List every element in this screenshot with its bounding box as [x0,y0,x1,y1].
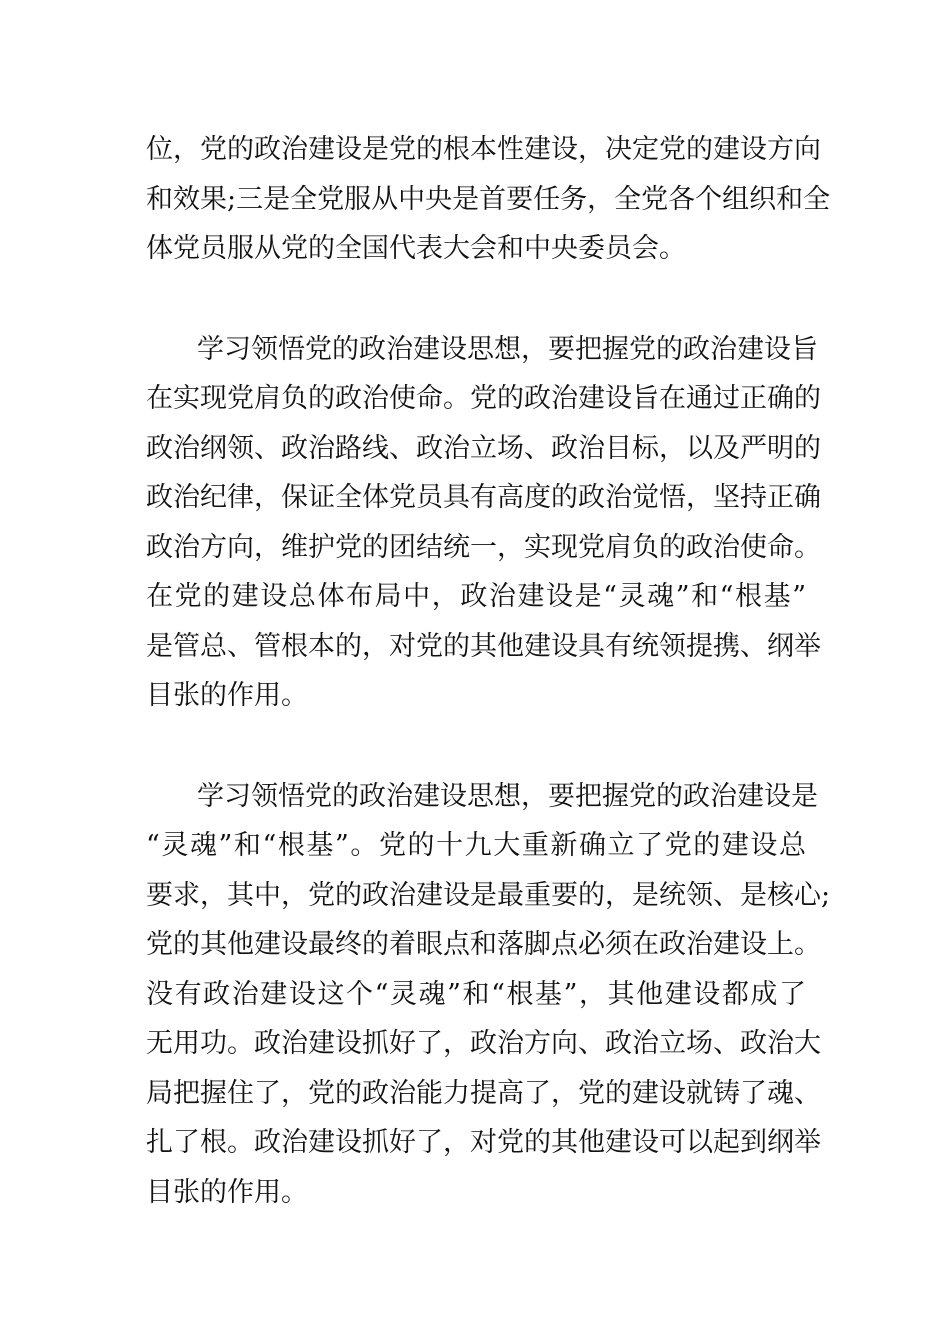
paragraph-line: 无用功。政治建设抓好了，政治方向、政治立场、政治大 [146,1028,821,1059]
paragraph-line: 是管总、管根本的，对党的其他建设具有统领提携、纲举 [146,631,821,662]
paragraph-line: 在实现党肩负的政治使命。党的政治建设旨在通过正确的 [146,383,821,414]
paragraph-line: 要求，其中，党的政治建设是最重要的，是统领、是核心; [146,880,831,911]
paragraph-line: 没有政治建设这个“灵魂”和“根基”，其他建设都成了 [146,979,806,1010]
paragraph-line: 局把握住了，党的政治能力提高了，党的建设就铸了魂、 [146,1078,821,1109]
paragraph-line: 目张的作用。 [146,680,308,711]
paragraph-line: “灵魂”和“根基”。党的十九大重新确立了党的建设总 [146,830,806,861]
paragraph-line: 政治方向，维护党的团结统一，实现党肩负的政治使命。 [146,532,821,563]
paragraph-line: 目张的作用。 [146,1177,308,1208]
paragraph-line: 位，党的政治建设是党的根本性建设，决定党的建设方向 [146,134,821,165]
paragraph-line: 政治纪律，保证全体党员具有高度的政治觉悟，坚持正确 [146,482,821,513]
paragraph-line: 学习领悟党的政治建设思想，要把握党的政治建设是 [197,781,818,812]
paragraph-line: 和效果;三是全党服从中央是首要任务，全党各个组织和全 [146,184,831,215]
paragraph-line: 党的其他建设最终的着眼点和落脚点必须在政治建设上。 [146,929,821,960]
paragraph-line: 政治纲领、政治路线、政治立场、政治目标，以及严明的 [146,433,821,464]
paragraph-line: 在党的建设总体布局中，政治建设是“灵魂”和“根基” [146,581,806,612]
paragraph-line: 学习领悟党的政治建设思想，要把握党的政治建设旨 [197,334,818,365]
paragraph-line: 体党员服从党的全国代表大会和中央委员会。 [146,233,686,264]
paragraph-line: 扎了根。政治建设抓好了，对党的其他建设可以起到纲举 [146,1127,821,1158]
